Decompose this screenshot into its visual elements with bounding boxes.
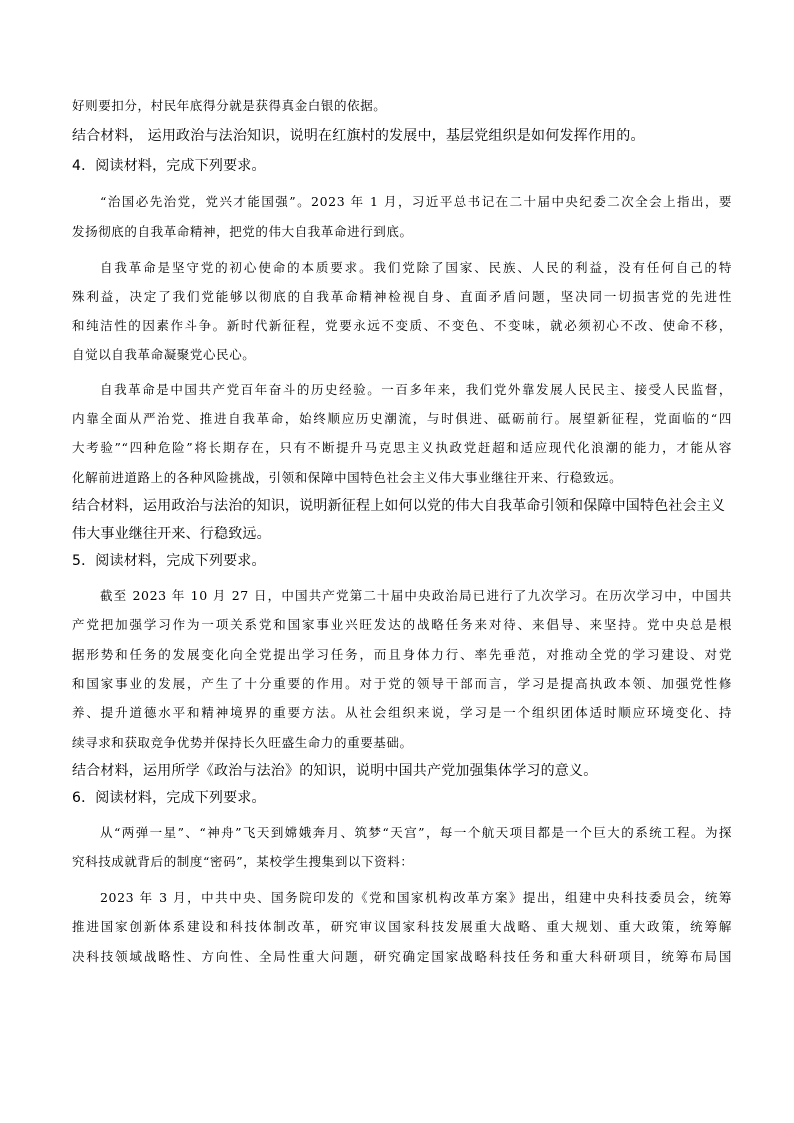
material-line: 推进国家创新体系建设和科技体制改革，研究审议国家科技发展重大战略、重大规划、重大政策，统筹解 — [72, 919, 732, 934]
question-line: 结合材料， 运用政治与法治知识，说明在红旗村的发展中，基层党组织是如何发挥作用的。 — [72, 128, 645, 144]
material-line: 发扬彻底的自我革命精神，把党的伟大自我革命进行到底。 — [72, 224, 413, 239]
question-line: 5．阅读材料，完成下列要求。 — [72, 553, 266, 569]
material-line: 产党把加强学习作为一项关系党和国家事业兴旺发达的战略任务来对待、来倡导、来坚持。党中央总是根 — [72, 617, 732, 632]
material-line: 和纯洁性的因素作斗争。新时代新征程，党要永远不变质、不变色、不变味，就必须初心不改、使命不移， — [72, 318, 732, 333]
material-line: 大考验”“四种危险”将长期存在，只有不断提升马克思主义执政党赶超和适应现代化浪潮的能力，才能从容 — [72, 440, 732, 455]
material-line: “治国必先治党，党兴才能国强”。2023 年 1 月，习近平总书记在二十届中央纪委二次全会上指出，要 — [100, 194, 732, 209]
material-line: 决科技领域战略性、方向性、全局性重大问题，研究确定国家战略科技任务和重大科研项目，统筹布局国 — [72, 949, 732, 964]
material-line: 内靠全面从严治党、推进自我革命，始终顺应历史潮流，与时俱进、砥砺前行。展望新征程，党面临的“四 — [72, 411, 732, 426]
material-line: 续寻求和获取竞争优势并保持长久旺盛生命力的重要基础。 — [72, 735, 413, 750]
material-line: 自我革命是坚守党的初心使命的本质要求。我们党除了国家、民族、人民的利益，没有任何自己的特 — [100, 260, 732, 275]
question-line: 6．阅读材料，完成下列要求。 — [72, 790, 266, 806]
material-line: 2023 年 3 月，中共中央、国务院印发的《党和国家机构改革方案》提出，组建中央科技委员会，统筹 — [100, 890, 732, 905]
question-line: 4．阅读材料，完成下列要求。 — [72, 158, 266, 174]
material-line: 自觉以自我革命凝聚党心民心。 — [72, 347, 256, 362]
material-line: 养、提升道德水平和精神境界的重要方法。从社会组织来说，学习是一个组织团体适时顺应环境变化、持 — [72, 705, 732, 720]
material-line: 究科技成就背后的制度“密码”，某校学生搜集到以下资料： — [72, 854, 414, 869]
material-line: 自我革命是中国共产党百年奋斗的历史经验。一百多年来，我们党外靠发展人民民主、接受人民监督， — [100, 382, 732, 397]
material-line: 从“两弹一星”、“神舟”飞天到嫦娥奔月、筑梦“天宫”，每一个航天项目都是一个巨大的系统工程。为探 — [100, 825, 732, 840]
material-line: 截至 2023 年 10 月 27 日，中国共产党第二十届中央政治局已进行了九次学习。在历次学习中，中国共 — [100, 588, 732, 603]
material-line: 和国家事业的发展，产生了十分重要的作用。对于党的领导干部而言，学习是提高执政本领、加强党性修 — [72, 676, 732, 691]
material-line: 化解前进道路上的各种风险挑战，引领和保障中国特色社会主义伟大事业继往开来、行稳致远。 — [72, 470, 623, 485]
question-line: 结合材料，运用政治与法治的知识，说明新征程上如何以党的伟大自我革命引领和保障中国特色社会主义 — [72, 498, 726, 514]
material-line: 据形势和任务的发展变化向全党提出学习任务，而且身体力行、率先垂范，对推动全党的学习建设、对党 — [72, 647, 732, 662]
material-line: 好则要扣分，村民年底得分就是获得真金白银的依据。 — [72, 98, 387, 113]
question-line: 伟大事业继往开来、行稳致远。 — [72, 526, 271, 542]
question-line: 结合材料，运用所学《政治与法治》的知识，说明中国共产党加强集体学习的意义。 — [72, 763, 598, 779]
material-line: 殊利益，决定了我们党能够以彻底的自我革命精神检视自身、直面矛盾问题，坚决同一切损害党的先进性 — [72, 289, 732, 304]
